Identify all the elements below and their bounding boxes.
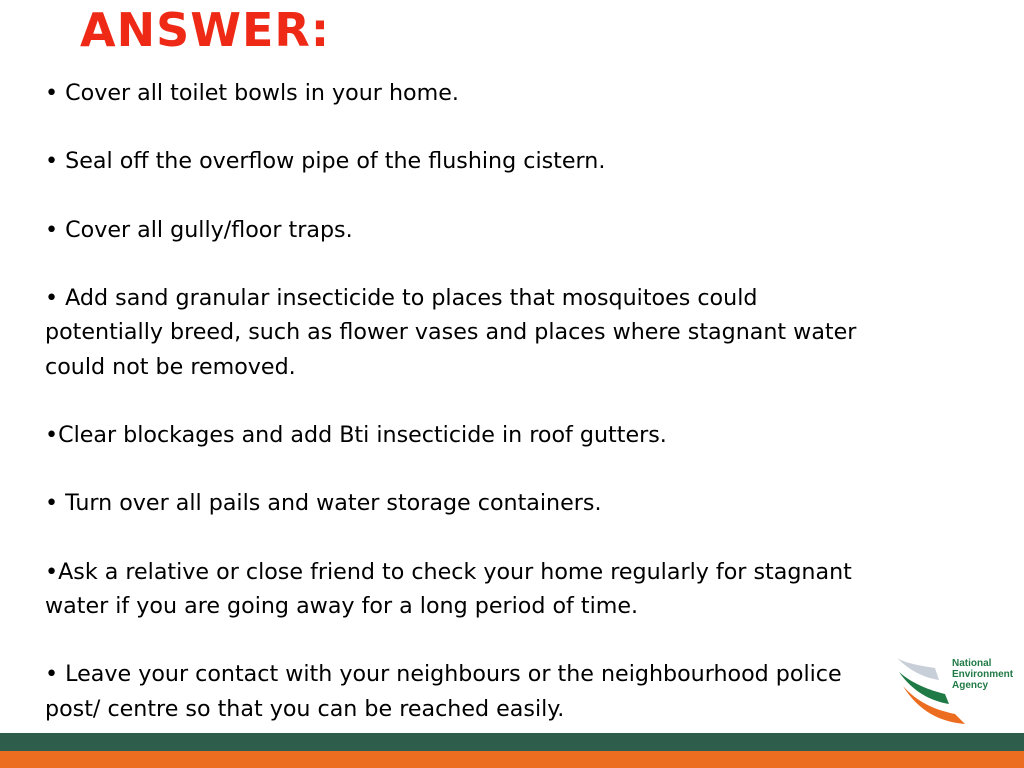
bullet-line: • Seal off the overflow pipe of the flushing cistern. <box>45 148 606 175</box>
bullet-item <box>45 144 1020 178</box>
bullet-line: potentially breed, such as flower vases and places where stagnant water <box>45 319 857 346</box>
logo-line: National <box>952 658 992 669</box>
bullet-item <box>45 657 1020 725</box>
bullet-item <box>45 213 1020 247</box>
footer-band-orange <box>0 751 1024 768</box>
bullet-line: • Cover all toilet bowls in your home. <box>45 80 459 106</box>
bullet-line: water if you are going away for a long period of time. <box>45 592 639 619</box>
bullet-list <box>45 76 1020 726</box>
bullet-line: • Leave your contact with your neighbours or the neighbourhood police <box>45 661 842 688</box>
spacer <box>45 452 1020 486</box>
bullet-item <box>45 555 1020 623</box>
spacer <box>45 179 1020 213</box>
spacer <box>45 623 1020 657</box>
bullet-line: • Add sand granular insecticide to places that mosquitoes could <box>45 285 758 312</box>
slide-title: ANSWER: <box>80 3 331 57</box>
spacer <box>45 521 1020 555</box>
spacer <box>45 384 1020 418</box>
bullet-item <box>45 486 1020 520</box>
nea-logo <box>893 654 1019 726</box>
bullet-line: could not be removed. <box>45 353 296 380</box>
logo-text <box>952 658 1020 691</box>
bullet-item <box>45 418 1020 452</box>
spacer <box>45 247 1020 281</box>
logo-line: Agency <box>952 680 989 691</box>
logo-line: Environment <box>952 669 1014 680</box>
bullet-line: • Cover all gully/floor traps. <box>45 216 353 243</box>
bullet-line: •Clear blockages and add Bti insecticide in roof gutters. <box>45 421 667 448</box>
footer-band-green <box>0 733 1024 751</box>
bullet-line: •Ask a relative or close friend to check your home regularly for stagnant <box>45 558 852 585</box>
bullet-item <box>45 281 1020 384</box>
spacer <box>45 110 1020 144</box>
bullet-item <box>45 76 1020 110</box>
bullet-line: post/ centre so that you can be reached easily. <box>45 695 565 722</box>
bullet-line: • Turn over all pails and water storage containers. <box>45 490 602 517</box>
